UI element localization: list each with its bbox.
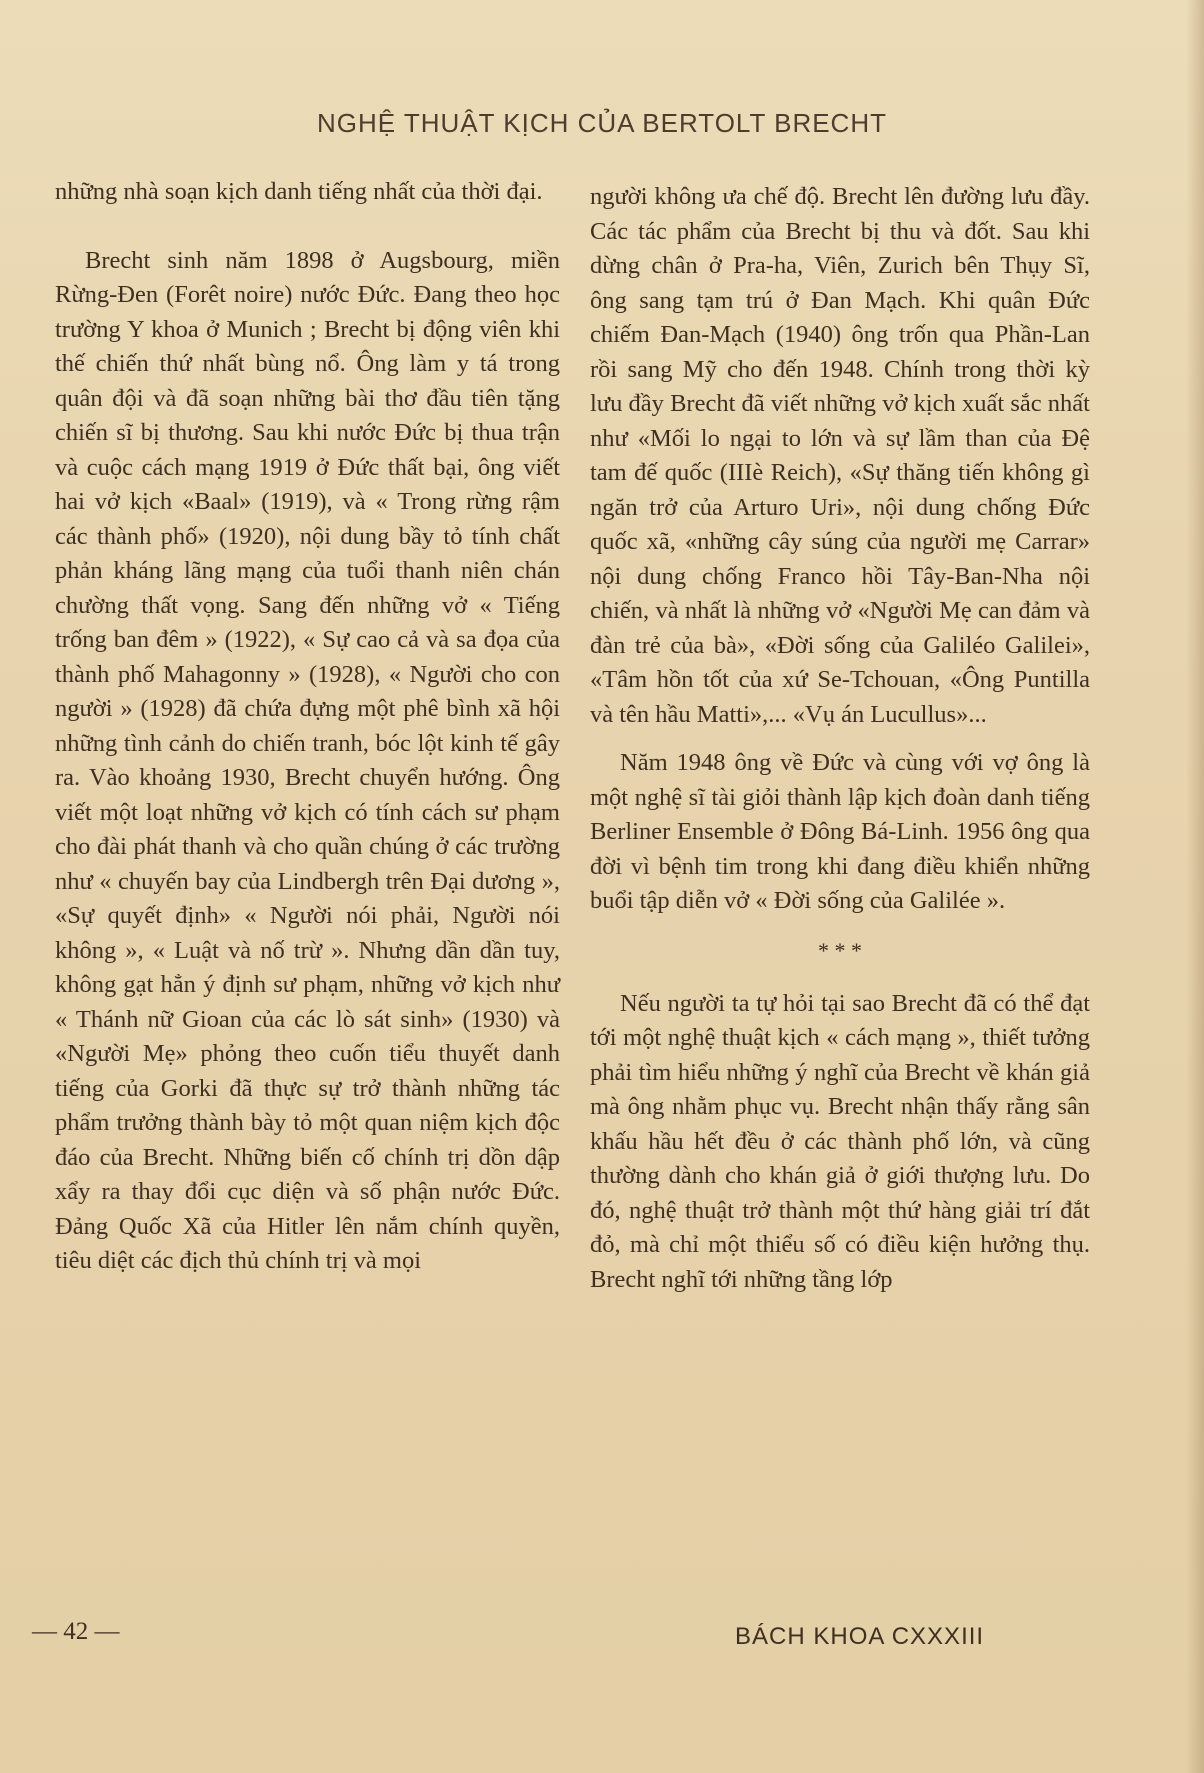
paragraph: Năm 1948 ông về Đức và cùng với vợ ông là một nghệ sĩ tài giỏi thành lập kịch đoàn danh tiếng Berliner Ensemble ở Đông Bá-Linh. 1956 ông qua đời vì bệnh tim trong khi đang điều khiển những buổi tập diễn vở « Đời sống của Galilée ».	[590, 749, 1090, 914]
left-column	[55, 175, 560, 1279]
page-number: — 42 —	[32, 1618, 120, 1645]
paragraph-gap	[55, 210, 560, 244]
publication-name: BÁCH KHOA CXXXIII	[735, 1623, 985, 1650]
paragraph: Brecht sinh năm 1898 ở Augsbourg, miền Rừng-Đen (Forêt noire) nước Đức. Đang theo học trường Y khoa ở Munich ; Brecht bị động viên khi thế chiến thứ nhất bùng nổ. Ông làm y tá trong quân đội và đã soạn những bài thơ đầu tiên tặng chiến sĩ bị thương. Sau khi nước Đức bị thua trận và cuộc cách mạng 1919 ở Đức thất bại, ông viết hai vở kịch «Baal» (1919), và « Trong rừng rậm các thành phố» (1920), nội dung bầy tỏ tính chất phản kháng lãng mạng của tuổi thanh niên chán chường thất vọng. Sang đến những vở « Tiếng trống ban đêm » (1922), « Sự cao cả và sa đọa của thành phố Mahagonny » (1928), « Người cho con người » (1928) đã chứa đựng một phê bình xã hội những tình cảnh do chiến tranh, bóc lột kinh tế gây ra. Vào khoảng 1930, Brecht chuyển hướng. Ông viết một loạt những vở kịch có tính cách sư phạm cho đài phát thanh và cho quần chúng ở các trường như « chuyến bay của Lindbergh trên Đại dương », «Sự quyết định» « Người nói phải, Người nói không », « Luật và nố trừ ». Nhưng dần dần tuy, không gạt hẳn ý định sư phạm, những vở kịch như « Thánh nữ Gioan của các lò sát sinh» (1930) và «Người Mẹ» phỏng theo cuốn tiểu thuyết danh tiếng của Gorki đã thực sự trở thành những tác phẩm trưởng thành bày tỏ một quan niệm kịch độc đáo của Brecht. Những biến cố chính trị dồn dập xẩy ra thay đổi cục diện và số phận nước Đức. Đảng Quốc Xã của Hitler lên nắm chính quyền, tiêu diệt các địch thủ chính trị và mọi	[55, 246, 560, 1274]
paragraph: những nhà soạn kịch danh tiếng nhất của thời đại.	[55, 178, 543, 205]
paragraph: người không ưa chế độ. Brecht lên đường lưu đầy. Các tác phẩm của Brecht bị thu và đốt. Sau khi dừng chân ở Pra-ha, Viên, Zurich bên Thụy Sĩ, ông sang tạm trú ở Đan Mạch. Khi quân Đức chiếm Đan-Mạch (1940) ông trốn qua Phần-Lan rồi sang Mỹ cho đến 1948. Chính trong thời kỳ lưu đầy Brecht đã viết những vở kịch xuất sắc nhất như «Mối lo ngại to lớn và sự lầm than của Đệ tam đế quốc (IIIè Reich), «Sự thăng tiến không gì ngăn trở của Arturo Uri», nội dung chống Đức quốc xã, «những cây súng của người mẹ Carrar» nội dung chống Franco hồi Tây-Ban-Nha nội chiến, và nhất là những vở «Người Mẹ can đảm và đàn trẻ của bà», «Đời sống của Galiléo Galilei», «Tâm hồn tốt của xứ Se-Tchouan, «Ông Puntilla và tên hầu Matti»,... «Vụ án Lucullus»...	[590, 183, 1090, 728]
paragraph: Nếu người ta tự hỏi tại sao Brecht đã có thể đạt tới một nghệ thuật kịch « cách mạng », thiết tưởng phải tìm hiểu những ý nghĩ của Brecht về khán giả mà ông nhằm phục vụ. Brecht nhận thấy rằng sân khấu hầu hết đều ở các thành phố lớn, và cũng thường dành cho khán giả ở giới thượng lưu. Do đó, nghệ thuật trở thành một thứ hàng giải trí đắt đỏ, mà chỉ một thiểu số có điều kiện hưởng thụ. Brecht nghĩ tới những tầng lớp	[590, 989, 1090, 1293]
right-column	[590, 180, 1090, 1297]
page-edge-shadow	[1186, 0, 1204, 1773]
page-title: NGHỆ THUẬT KỊCH CỦA BERTOLT BRECHT	[317, 108, 887, 138]
section-separator: * * *	[818, 937, 862, 963]
